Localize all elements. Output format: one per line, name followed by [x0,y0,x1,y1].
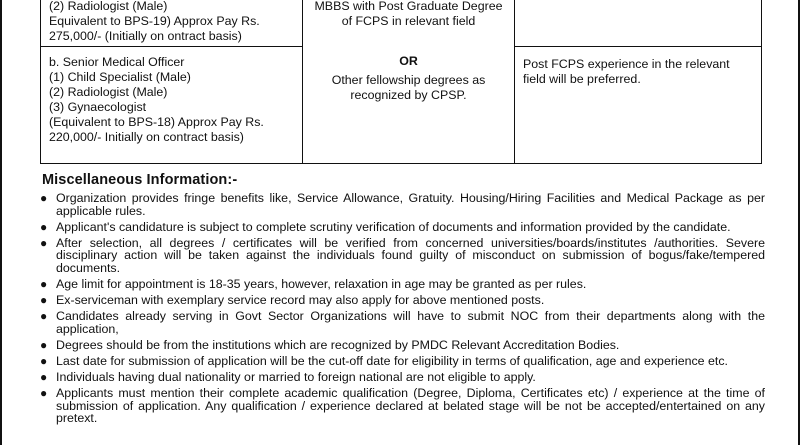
qualification-line: Other fellowship degrees as [331,72,486,87]
list-item: ● Candidates already serving in Govt Sector Organizations will have to submit NOC from their departments along with the application, [40,309,765,336]
experience-cell [515,47,762,164]
misc-title: Miscellaneous Information:- [42,172,238,188]
bullet-icon: ● [40,309,48,324]
qualification-line: of FCPS in relevant field [341,14,476,28]
posts-table [40,0,762,164]
experience-cell [515,0,762,47]
table-row [41,47,762,164]
list-item: ● Age limit for appointment is 18-35 years, however, relaxation in age may be granted as per rules. [40,277,587,292]
or-label: OR [399,53,418,68]
list-item: ● After selection, all degrees / certificates will be verified from concerned universities/boards/institutes /authorities. Severe disciplinary action will be taken against the individuals found guilty of misconduct on submission of bogus/fake/tempered documents. [40,235,765,275]
list-item: ● Ex-serviceman with exemplary service record may also apply for above mentioned posts. [40,293,545,308]
list-item: ● Degrees should be from the institutions which are recognized by PMDC Relevant Accreditation Bodies. [40,337,620,352]
post-line: (1) Child Specialist (Male) [49,70,191,84]
bullet-icon: ● [40,386,48,401]
post-line: (2) Radiologist (Male) [49,0,168,13]
bullet-icon: ● [40,337,48,352]
bullet-icon: ● [40,354,48,369]
list-item: ● Last date for submission of application will be the cut-off date for eligibility in terms of qualification, age and experience etc. [40,354,728,369]
bullet-icon: ● [40,191,48,205]
qualification-line: MBBS with Post Graduate Degree [314,0,503,13]
misc-list [40,192,765,429]
bullet-icon: ● [40,293,48,308]
list-item: ● Individuals having dual nationality or married to foreign national are not eligible to apply. [40,370,536,385]
post-line: (Equivalent to BPS-18) Approx Pay Rs. [49,115,264,129]
list-item: ● Organization provides fringe benefits like, Service Allowance, Gratuity. Housing/Hiring Facilities and Medical Package as per applicable rules. [40,191,765,218]
bullet-icon: ● [40,370,48,385]
post-line: Equivalent to BPS-19) Approx Pay Rs. [49,14,260,28]
post-cell [41,0,303,47]
list-item: ● Applicant's candidature is subject to complete scrutiny verification of documents and information provided by the candidate. [40,219,731,234]
post-line: 220,000/- Initially on contract basis) [49,130,244,144]
bullet-icon: ● [40,219,48,234]
post-cell [41,47,303,164]
post-line: b. Senior Medical Officer [49,55,185,69]
experience-line: Post FCPS experience in the relevant [523,57,730,71]
post-line: (2) Radiologist (Male) [49,85,168,99]
bullet-icon: ● [40,235,48,250]
post-line: (3) Gynaecologist [49,100,147,114]
list-item: ● Applicants must mention their complete academic qualification (Degree, Diploma, Certificates etc) / experience at the time of submission of application. Any qualification / experience declared at belated stage will be not be accepted/entertained on any pretext. [40,386,765,426]
page-border-left [0,0,2,445]
bullet-icon: ● [40,277,48,292]
post-line: 275,000/- (Initially on ontract basis) [49,29,242,43]
experience-line: field will be preferred. [523,72,641,86]
qualification-cell [303,47,515,164]
qualification-cell [303,0,515,47]
table-row [41,0,762,47]
qualification-line: recognized by CPSP. [350,87,467,102]
